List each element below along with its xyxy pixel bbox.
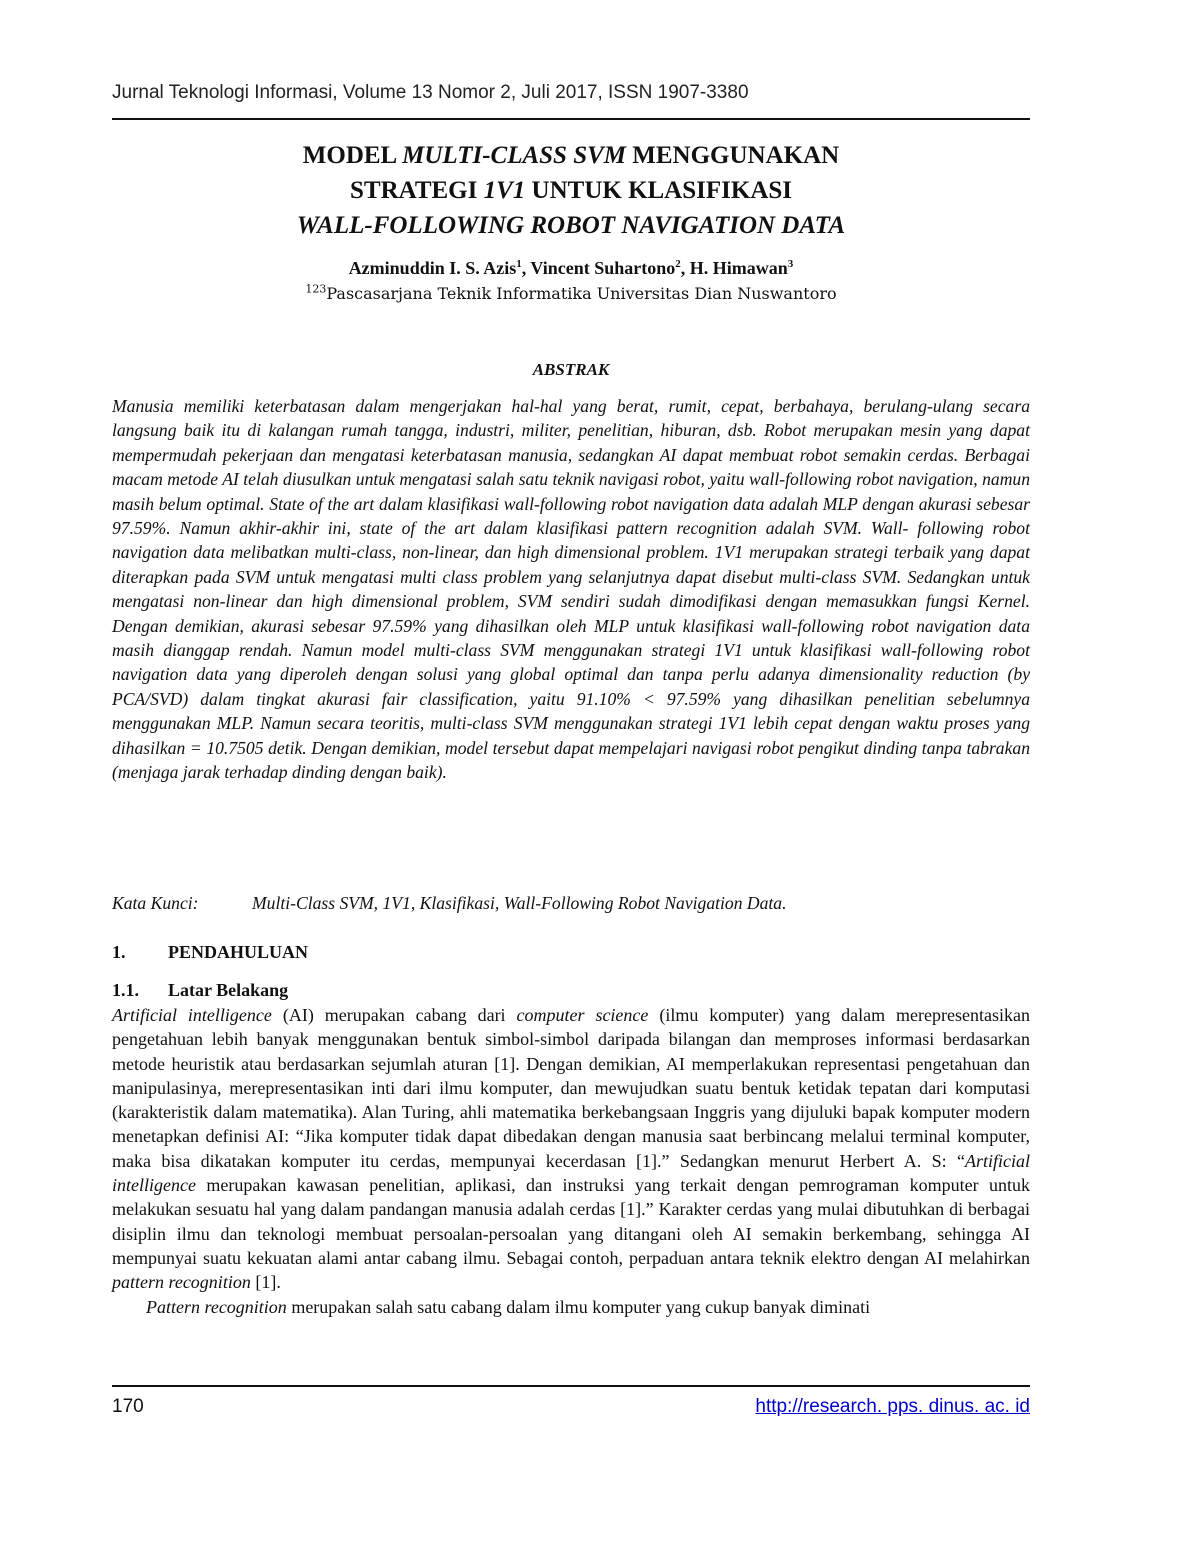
author-name: , H. Himawan bbox=[680, 258, 788, 278]
text-run: merupakan salah satu cabang dalam ilmu komputer yang cukup banyak diminati bbox=[286, 1296, 871, 1317]
journal-url-link[interactable]: http://research. pps. dinus. ac. id bbox=[755, 1396, 1030, 1417]
subsection-number: 1.1. bbox=[112, 980, 139, 1000]
title-text: MENGGUNAKAN bbox=[626, 142, 840, 169]
affiliation bbox=[112, 284, 1030, 303]
author-affil-mark: 1 bbox=[516, 258, 522, 270]
author-name: , Vincent Suhartono bbox=[521, 258, 676, 278]
abstract-text: Manusia memiliki keterbatasan dalam mengerjakan hal-hal yang berat, rumit, cepat, berbahaya, berulang-ulang secara langsung baik itu di kalangan rumah tangga, industri, militer, penelitian, hiburan, dsb. Robot merupakan mesin yang dapat mempermudah pekerjaan dan mengatasi keterbatasan manusia, sedangkan AI dapat membuat robot semakin cerdas. Berbagai macam metode AI telah diusulkan untuk mengatasi salah satu teknik navigasi robot, yaitu wall-following robot navigation, namun masih belum optimal. State of the art dalam klasifikasi wall-following robot navigation data adalah MLP dengan akurasi sebesar 97.59%. Namun akhir-akhir ini, state of the art dalam klasifikasi pattern recognition adalah SVM. Wall- following robot navigation data melibatkan multi-class, non-linear, dan high dimensional problem. 1V1 merupakan strategi terbaik yang dapat diterapkan pada SVM untuk mengatasi multi class problem yang selanjutnya dapat disebut multi-class SVM. Sedangkan untuk mengatasi non-linear dan high dimensional problem, SVM sendiri sudah dimodifikasi dengan memasukkan fungsi Kernel. Dengan demikian, akurasi sebesar 97.59% yang dihasilkan oleh MLP untuk klasifikasi wall-following robot navigation data masih dianggap rendah. Namun model multi-class SVM menggunakan strategi 1V1 untuk klasifikasi wall-following robot navigation data yang diperoleh dengan solusi yang global optimal dan tanpa perlu adanya dimensionality reduction (by PCA/SVD) dalam tingkat akurasi fair classification, yaitu 91.10% < 97.59% yang dihasilkan penelitian sebelumnya menggunakan MLP. Namun secara teoritis, multi-class SVM menggunakan strategi 1V1 lebih cepat dengan waktu proses yang dihasilkan = 10.7505 detik. Dengan demikian, model tersebut dapat mempelajari navigasi robot pengikut dinding tanpa tabrakan (menjaga jarak terhadap dinding dengan baik). bbox=[112, 396, 1030, 783]
page-number: 170 bbox=[112, 1396, 144, 1417]
title-line-3: WALL-FOLLOWING ROBOT NAVIGATION DATA bbox=[296, 212, 846, 239]
subsection-title: Latar Belakang bbox=[168, 980, 289, 1000]
text-run: [1]. bbox=[250, 1272, 281, 1293]
title-line-2 bbox=[112, 173, 1030, 208]
text-run: Artificial intelligence bbox=[112, 1005, 272, 1025]
keywords-label: Kata Kunci: bbox=[112, 893, 199, 913]
paragraph bbox=[112, 1003, 1030, 1295]
text-run: merupakan kawasan penelitian, aplikasi, dan instruksi yang terkait dengan pemrograman komputer untuk melakukan sesuatu hal yang dalam pandangan manusia adalah cerdas [1].” Karakter cerdas yang mulai dibutuhkan di berbagai disiplin ilmu dan teknologi membuat persoalan-persoalan yang ditangani oleh AI semakin berkembang, sehingga AI mempunyai suatu kekuatan alami antar cabang ilmu. Sebagai contoh, perpaduan antara teknik elektro dengan AI melahirkan bbox=[112, 1175, 1030, 1268]
paper-page bbox=[112, 0, 1030, 1553]
section-heading bbox=[112, 942, 308, 963]
author-affil-mark: 3 bbox=[787, 258, 794, 270]
journal-header: Jurnal Teknologi Informasi, Volume 13 Nomor 2, Juli 2017, ISSN 1907-3380 bbox=[112, 82, 749, 103]
text-run: (ilmu komputer) yang dalam merepresentasikan pengetahuan lebih banyak menggunakan bentuk simbol-simbol daripada bilangan dan memproses informasi berdasarkan metode heuristik atau berdasarkan sejumlah aturan [1]. Dengan demikian, AI memperlakukan representasi pengetahuan dan manipulasinya, merepresentasikan inti dari ilmu komputer, dan mewujudkan suatu bentuk ketidak tepatan dari komputasi (karakteristik dalam matematika). Alan Turing, ahli matematika berkebangsaan Inggris yang dijuluki bapak komputer modern menetapkan definisi AI: “Jika komputer tidak dapat dibedakan dengan manusia saat berbincang melalui terminal komputer, maka bisa dikatakan komputer itu cerdas, mempunyai kecerdasan [1].” Sedangkan menurut Herbert A. S: “ bbox=[112, 1005, 1030, 1171]
paper-title bbox=[112, 138, 1030, 243]
author-list bbox=[112, 258, 1030, 279]
author-name: Azminuddin I. S. Azis bbox=[348, 258, 517, 278]
title-text-italic: 1V1 bbox=[483, 177, 526, 204]
title-line-1 bbox=[112, 138, 1030, 173]
affil-mark: 123 bbox=[305, 282, 327, 296]
abstract-heading: ABSTRAK bbox=[532, 360, 610, 379]
body-text bbox=[112, 1003, 1030, 1319]
affiliation-text: Pascasarjana Teknik Informatika Universitas Dian Nuswantoro bbox=[326, 284, 837, 303]
title-text: STRATEGI bbox=[349, 177, 484, 204]
text-run: (AI) merupakan cabang dari bbox=[271, 1005, 517, 1025]
author-affil-mark: 2 bbox=[675, 258, 681, 270]
text-run: computer science bbox=[516, 1005, 649, 1025]
text-run: pattern recognition bbox=[112, 1272, 251, 1293]
title-text: MODEL bbox=[302, 142, 403, 169]
title-text-italic: MULTI-CLASS SVM bbox=[402, 142, 627, 169]
keywords-value: Multi-Class SVM, 1V1, Klasifikasi, Wall-Following Robot Navigation Data. bbox=[252, 893, 787, 913]
text-run: Pattern recognition bbox=[146, 1296, 287, 1317]
section-number: 1. bbox=[112, 942, 126, 962]
paragraph bbox=[112, 1295, 1030, 1319]
section-title: PENDAHULUAN bbox=[168, 942, 309, 962]
keywords bbox=[112, 893, 1030, 914]
title-text: UNTUK KLASIFIKASI bbox=[525, 177, 793, 204]
header-rule bbox=[112, 118, 1030, 120]
footer-rule bbox=[112, 1385, 1030, 1387]
subsection-heading bbox=[112, 980, 288, 1001]
text-run: Artificial intelligence bbox=[112, 1150, 1030, 1196]
